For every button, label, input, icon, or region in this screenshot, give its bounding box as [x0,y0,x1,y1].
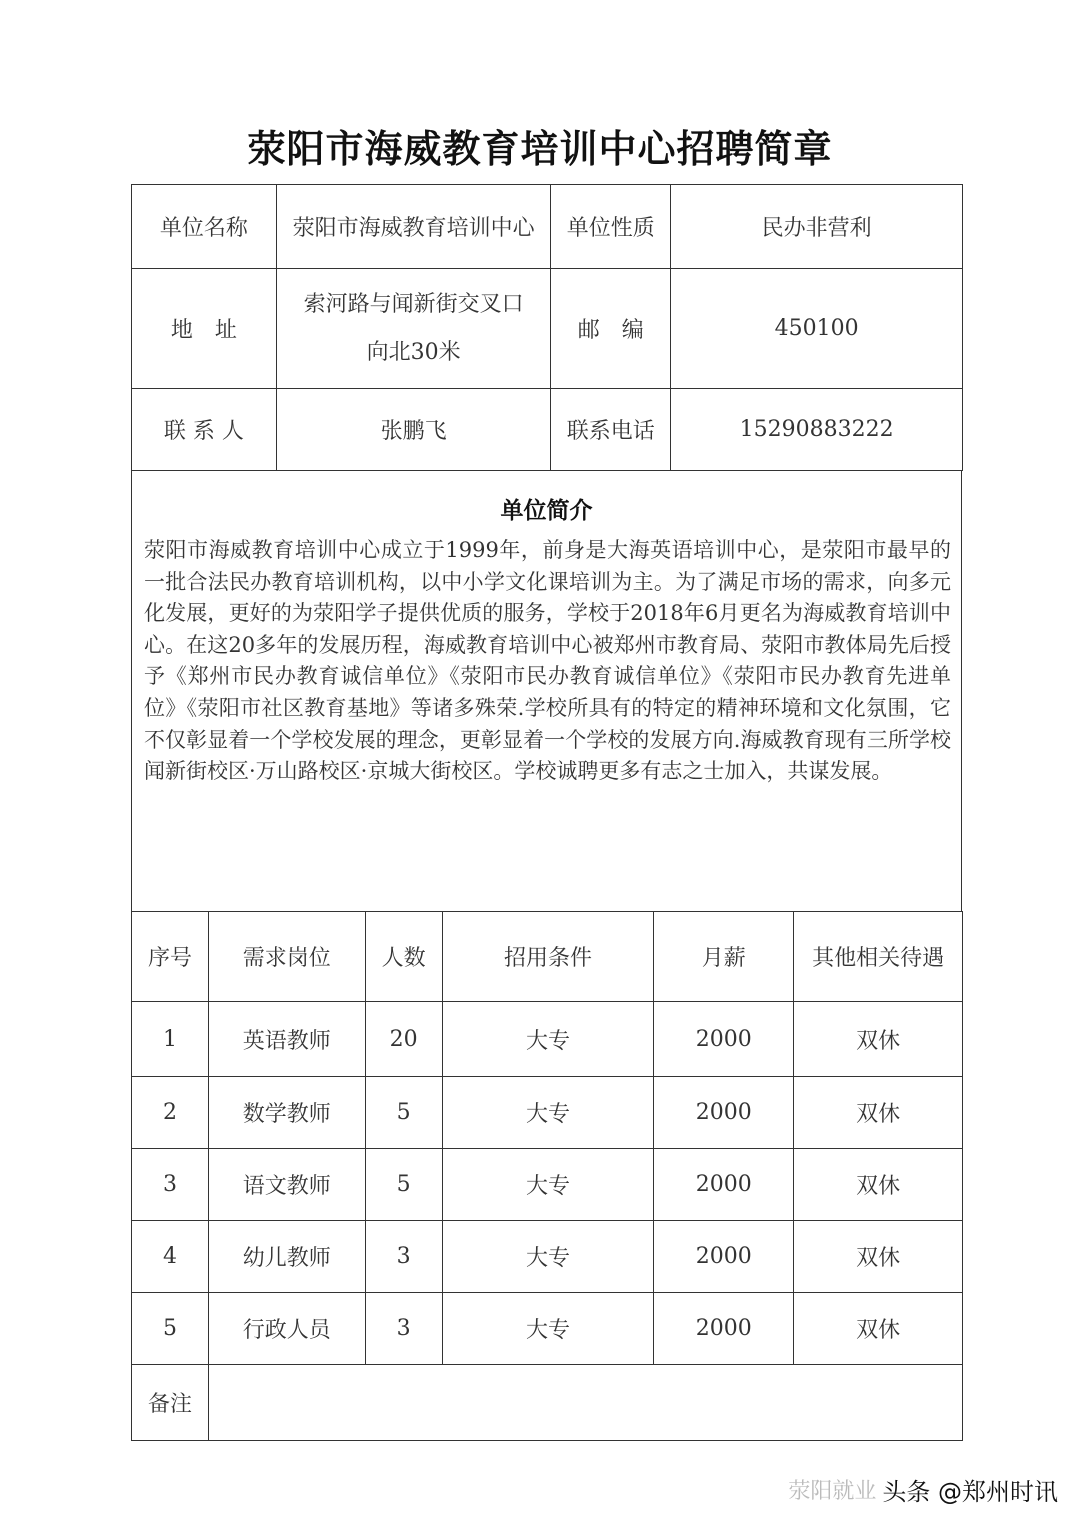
address-label: 地 址 [132,269,277,389]
header-index: 序号 [132,912,209,1002]
table-row [132,1293,963,1365]
address-value [276,269,551,389]
unit-type-value: 民办非营利 [671,185,963,269]
info-row-address [132,269,963,389]
cell-salary: 2000 [654,1002,794,1077]
cell-benefits: 双休 [794,1077,963,1149]
page-title: 荥阳市海威教育培训中心招聘简章 [247,127,833,171]
header-position: 需求岗位 [208,912,365,1002]
table-row [132,1221,963,1293]
info-row-name [132,185,963,269]
cell-benefits: 双休 [794,1149,963,1221]
unit-info-table [131,184,963,471]
phone-value: 15290883222 [671,389,963,471]
intro-title: 单位简介 [500,498,593,524]
cell-count: 3 [365,1293,442,1365]
cell-benefits: 双休 [794,1221,963,1293]
intro-text: 荥阳市海威教育培训中心成立于1999年，前身是大海英语培训中心，是荥阳市最早的一批合法民办教育培训机构，以中小学文化课培训为主。为了满足市场的需求，向多元化发展，更好的为荥阳学子提供优质的服务，学校于2018年6月更名为海威教育培训中心。在这20多年的发展历程，海威教育培训中心被郑州市教育局、荥阳市教体局先后授予《郑州市民办教育诚信单位》《荥阳市民办教育诚信单位》《荥阳市民办教育先进单位》《荥阳市社区教育基地》等诸多殊荣.学校所具有的特定的精神环境和文化氛围，它不仅彰显着一个学校发展的理念，更彰显着一个学校的发展方向.海威教育现有三所学校闻新街校区·万山路校区·京城大街校区。学校诚聘更多有志之士加入，共谋发展。 [144,538,951,784]
phone-label: 联系电话 [551,389,671,471]
cell-requirement: 大专 [442,1002,654,1077]
address-line-2: 向北30米 [366,339,461,365]
cell-requirement: 大专 [442,1149,654,1221]
cell-index: 2 [132,1077,209,1149]
cell-salary: 2000 [654,1221,794,1293]
cell-count: 5 [365,1077,442,1149]
cell-position: 数学教师 [208,1077,365,1149]
remark-row [132,1365,963,1441]
cell-count: 20 [365,1002,442,1077]
address-line-1: 索河路与闻新街交叉口 [303,291,524,317]
cell-position: 行政人员 [208,1293,365,1365]
jobs-table [131,911,963,1441]
remark-value [208,1365,962,1441]
remark-label: 备注 [132,1365,209,1441]
footer-source [788,1472,1058,1507]
watermark-text: 荥阳就业 [788,1479,877,1504]
cell-salary: 2000 [654,1077,794,1149]
cell-count: 5 [365,1149,442,1221]
header-salary: 月薪 [654,912,794,1002]
source-credit: 头条 @郑州时讯 [882,1478,1058,1506]
info-row-contact [132,389,963,471]
cell-requirement: 大专 [442,1077,654,1149]
cell-benefits: 双休 [794,1293,963,1365]
unit-name-label: 单位名称 [132,185,277,269]
cell-count: 3 [365,1221,442,1293]
cell-position: 英语教师 [208,1002,365,1077]
postcode-value: 450100 [671,269,963,389]
cell-salary: 2000 [654,1149,794,1221]
unit-name-value: 荥阳市海威教育培训中心 [276,185,551,269]
cell-index: 5 [132,1293,209,1365]
contact-value: 张鹏飞 [276,389,551,471]
cell-index: 4 [132,1221,209,1293]
cell-requirement: 大专 [442,1221,654,1293]
cell-salary: 2000 [654,1293,794,1365]
table-row [132,1149,963,1221]
cell-index: 3 [132,1149,209,1221]
unit-intro-section [131,470,962,912]
contact-label: 联 系 人 [132,389,277,471]
cell-benefits: 双休 [794,1002,963,1077]
cell-position: 语文教师 [208,1149,365,1221]
cell-position: 幼儿教师 [208,1221,365,1293]
jobs-header-row [132,912,963,1002]
table-row [132,1077,963,1149]
unit-type-label: 单位性质 [551,185,671,269]
header-count: 人数 [365,912,442,1002]
postcode-label: 邮 编 [551,269,671,389]
cell-index: 1 [132,1002,209,1077]
cell-requirement: 大专 [442,1293,654,1365]
table-row [132,1002,963,1077]
header-requirement: 招用条件 [442,912,654,1002]
header-benefits: 其他相关待遇 [794,912,963,1002]
